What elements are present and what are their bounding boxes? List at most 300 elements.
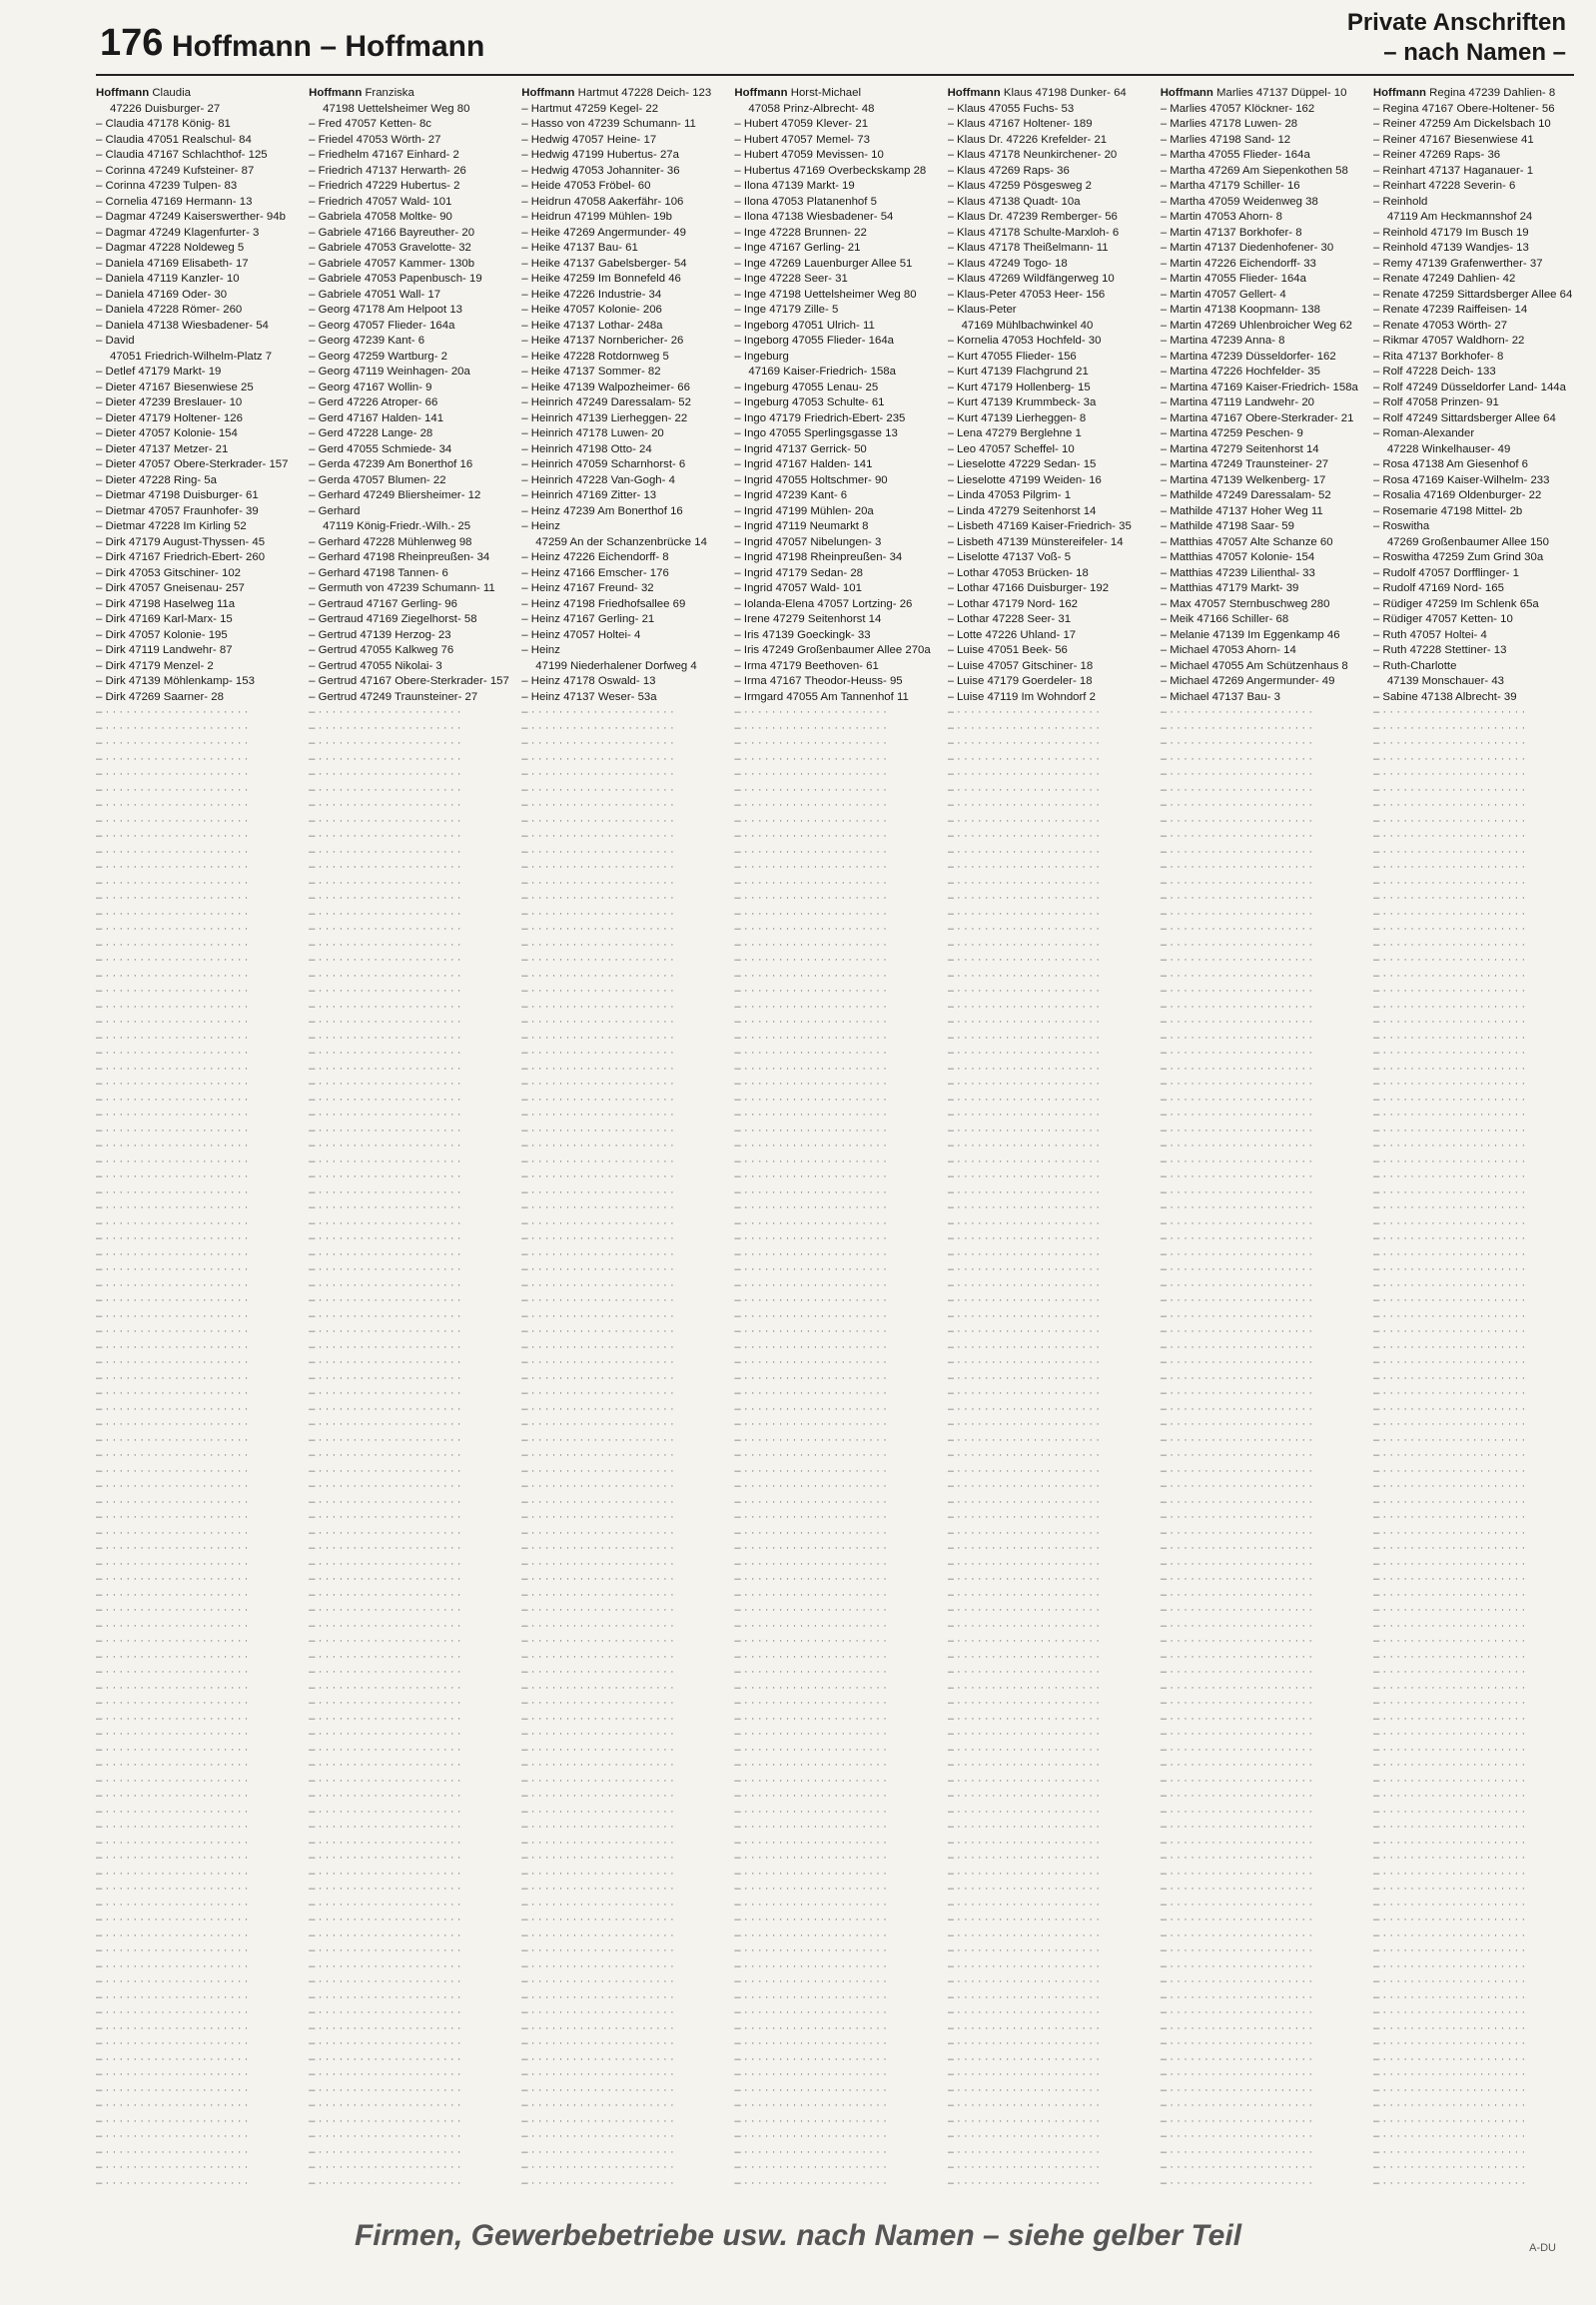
entry-placeholder: – · · · · · · · · · · · · · · · · · · · · · — [947, 969, 1101, 982]
directory-entry — [521, 488, 726, 504]
directory-entry — [521, 550, 726, 566]
entry-placeholder: – · · · · · · · · · · · · · · · · · · · · · — [1160, 1031, 1313, 1044]
directory-column-6 — [1161, 86, 1365, 2191]
entry-placeholder: – · · · · · · · · · · · · · · · · · · · · · — [309, 1650, 461, 1663]
entry-placeholder: – · · · · · · · · · · · · · · · · · · · · · — [309, 1712, 461, 1725]
entry-text: – Heinz 47167 Gerling- 21 — [521, 613, 655, 625]
entry-placeholder: – · · · · · · · · · · · · · · · · · · · · · — [1372, 1387, 1526, 1399]
entry-placeholder: – · · · · · · · · · · · · · · · · · · · · · — [734, 969, 887, 982]
entry-text: – Kornelia 47053 Hochfeld- 30 — [947, 335, 1102, 347]
entry-placeholder: – · · · · · · · · · · · · · · · · · · · · · — [947, 1588, 1101, 1601]
entry-text: – Martina 47226 Hochfelder- 35 — [1160, 366, 1320, 378]
entry-placeholder: – · · · · · · · · · · · · · · · · · · · · · — [734, 2176, 887, 2189]
entry-placeholder: – · · · · · · · · · · · · · · · · · · · · · — [1372, 1712, 1526, 1725]
entry-placeholder: – · · · · · · · · · · · · · · · · · · · · · — [309, 1387, 461, 1399]
entry-placeholder: – · · · · · · · · · · · · · · · · · · · · · — [96, 706, 249, 718]
entry-text: – Iris 47249 Großenbaumer Allee 270a — [734, 644, 931, 656]
entry-placeholder: – · · · · · · · · · · · · · · · · · · · · · — [734, 830, 887, 842]
directory-entry — [96, 612, 301, 628]
entry-placeholder: – · · · · · · · · · · · · · · · · · · · · · — [1372, 1511, 1526, 1523]
entry-placeholder: – · · · · · · · · · · · · · · · · · · · · · — [96, 1526, 249, 1539]
entry-text: – Friedrich 47229 Hubertus- 2 — [309, 180, 460, 192]
entry-text: – Daniela 47228 Römer- 260 — [96, 304, 243, 316]
entry-placeholder: – · · · · · · · · · · · · · · · · · · · · · — [734, 892, 887, 904]
entry-placeholder: – · · · · · · · · · · · · · · · · · · · · · — [309, 1047, 461, 1059]
entry-placeholder: – · · · · · · · · · · · · · · · · · · · · · — [1160, 845, 1313, 858]
directory-entry — [309, 319, 513, 335]
entry-text: – Dirk 47269 Saarner- 28 — [96, 690, 224, 703]
entry-placeholder: – · · · · · · · · · · · · · · · · · · · · · — [521, 1140, 674, 1152]
entry-text: – Heike 47137 Lothar- 248a — [521, 319, 663, 332]
entry-placeholder: – · · · · · · · · · · · · · · · · · · · · · — [96, 1681, 249, 1694]
entry-text: – Ingrid 47057 Nibelungen- 3 — [734, 535, 882, 548]
directory-entry — [1373, 303, 1578, 319]
entry-placeholder: – · · · · · · · · · · · · · · · · · · · · · — [1160, 1464, 1313, 1477]
entry-text: – Heinrich 47249 Daressalam- 52 — [521, 396, 691, 408]
entry-placeholder: – · · · · · · · · · · · · · · · · · · · · · — [96, 2068, 249, 2080]
directory-entry — [734, 550, 939, 566]
entry-placeholder: – · · · · · · · · · · · · · · · · · · · · · — [96, 1371, 249, 1384]
entry-placeholder: – · · · · · · · · · · · · · · · · · · · · · — [1372, 2006, 1526, 2018]
entry-placeholder: – · · · · · · · · · · · · · · · · · · · · · — [309, 1402, 461, 1415]
entry-placeholder: – · · · · · · · · · · · · · · · · · · · · · — [96, 1619, 249, 1632]
entry-placeholder: – · · · · · · · · · · · · · · · · · · · · · — [734, 845, 887, 858]
entry-placeholder: – · · · · · · · · · · · · · · · · · · · · · — [521, 799, 674, 811]
entry-text: – Heinrich 47228 Van-Gogh- 4 — [521, 473, 675, 486]
entry-placeholder: – · · · · · · · · · · · · · · · · · · · · · — [1372, 1805, 1526, 1818]
entry-text: 47051 Friedrich-Wilhelm-Platz 7 — [110, 350, 273, 363]
directory-entry — [1373, 179, 1578, 195]
entry-placeholder: – · · · · · · · · · · · · · · · · · · · · · — [521, 1836, 674, 1849]
entry-placeholder: – · · · · · · · · · · · · · · · · · · · · · — [96, 969, 249, 982]
entry-placeholder: – · · · · · · · · · · · · · · · · · · · · · — [521, 1294, 674, 1306]
entry-text: – Martin 47057 Gellert- 4 — [1160, 288, 1286, 301]
directory-entry — [1161, 628, 1365, 644]
entry-text: – Inge 47179 Zille- 5 — [734, 304, 839, 316]
entry-placeholder: – · · · · · · · · · · · · · · · · · · · · · — [1372, 1480, 1526, 1492]
entry-placeholder: – · · · · · · · · · · · · · · · · · · · · · — [96, 1928, 249, 1941]
directory-entry — [948, 195, 1153, 211]
directory-entry — [948, 628, 1153, 644]
entry-placeholder: – · · · · · · · · · · · · · · · · · · · · · — [309, 2052, 461, 2065]
directory-entry — [1161, 303, 1365, 319]
directory-entry — [309, 381, 513, 396]
directory-entry — [1161, 365, 1365, 381]
entry-placeholder: – · · · · · · · · · · · · · · · · · · · · · — [947, 2083, 1101, 2096]
entry-placeholder: – · · · · · · · · · · · · · · · · · · · · · — [309, 1247, 461, 1260]
entry-text: – Lena 47279 Berglehne 1 — [947, 427, 1082, 439]
entry-placeholder: – · · · · · · · · · · · · · · · · · · · · · — [1160, 783, 1313, 796]
directory-entry — [521, 690, 726, 706]
entry-placeholder: – · · · · · · · · · · · · · · · · · · · · · — [1160, 1852, 1313, 1864]
directory-entry — [734, 272, 939, 288]
entry-text: – Michael 47053 Ahorn- 14 — [1160, 644, 1296, 656]
directory-entry — [1373, 86, 1578, 102]
header-divider — [96, 74, 1574, 76]
entry-placeholder: – · · · · · · · · · · · · · · · · · · · · · — [309, 1759, 461, 1771]
entry-placeholder: – · · · · · · · · · · · · · · · · · · · · · — [1372, 1433, 1526, 1446]
directory-entry — [734, 473, 939, 489]
entry-placeholder: – · · · · · · · · · · · · · · · · · · · · · — [521, 2068, 674, 2080]
entry-placeholder: – · · · · · · · · · · · · · · · · · · · · · — [947, 737, 1101, 749]
entry-text: – Daniela 47169 Oder- 30 — [96, 288, 228, 301]
entry-placeholder: – · · · · · · · · · · · · · · · · · · · · · — [1372, 1883, 1526, 1895]
entry-placeholder: – · · · · · · · · · · · · · · · · · · · · · — [1160, 1681, 1313, 1694]
entry-placeholder: – · · · · · · · · · · · · · · · · · · · · · — [947, 768, 1101, 780]
entry-text: – Reiner 47167 Biesenwiese 41 — [1372, 133, 1534, 146]
entry-placeholder: – · · · · · · · · · · · · · · · · · · · · · — [1160, 1062, 1313, 1075]
entry-placeholder: – · · · · · · · · · · · · · · · · · · · · · — [96, 985, 249, 997]
entry-text: – Klaus 47178 Theißelmann- 11 — [947, 242, 1109, 254]
entry-placeholder: – · · · · · · · · · · · · · · · · · · · · · — [96, 2176, 249, 2189]
entry-placeholder: – · · · · · · · · · · · · · · · · · · · · · — [309, 1898, 461, 1911]
directory-entry — [1161, 117, 1365, 133]
entry-placeholder: – · · · · · · · · · · · · · · · · · · · · · — [1160, 1914, 1313, 1925]
entry-text: – Reinhold — [1372, 195, 1428, 208]
entry-placeholder: – · · · · · · · · · · · · · · · · · · · · · — [309, 1959, 461, 1972]
entry-placeholder: – · · · · · · · · · · · · · · · · · · · · · — [521, 1325, 674, 1337]
entry-text: – Dirk 47057 Kolonie- 195 — [96, 628, 228, 641]
entry-text: – Friedhelm 47167 Einhard- 2 — [309, 149, 459, 161]
directory-entry — [96, 504, 301, 520]
entry-surname: Hoffmann — [96, 87, 150, 99]
entry-placeholder: – · · · · · · · · · · · · · · · · · · · · · — [309, 1201, 461, 1213]
entry-placeholder: – · · · · · · · · · · · · · · · · · · · · · — [947, 783, 1101, 796]
entry-placeholder: – · · · · · · · · · · · · · · · · · · · · · — [1372, 2145, 1526, 2158]
entry-placeholder: – · · · · · · · · · · · · · · · · · · · · · — [1372, 1402, 1526, 1415]
entry-placeholder: – · · · · · · · · · · · · · · · · · · · · · — [309, 1588, 461, 1601]
entry-text: – Meik 47166 Schiller- 68 — [1160, 613, 1289, 625]
directory-entry — [1161, 334, 1365, 350]
entry-placeholder: – · · · · · · · · · · · · · · · · · · · · · — [96, 1588, 249, 1601]
entry-placeholder: – · · · · · · · · · · · · · · · · · · · · · — [309, 752, 461, 765]
entry-placeholder: – · · · · · · · · · · · · · · · · · · · · · — [947, 1185, 1101, 1198]
entry-placeholder: – · · · · · · · · · · · · · · · · · · · · · — [309, 1928, 461, 1941]
directory-entry — [1161, 210, 1365, 226]
entry-placeholder: – · · · · · · · · · · · · · · · · · · · · · — [734, 1325, 887, 1337]
entry-text: – Heinz — [521, 520, 560, 532]
entry-placeholder: – · · · · · · · · · · · · · · · · · · · · · — [734, 1278, 887, 1291]
entry-placeholder: – · · · · · · · · · · · · · · · · · · · · · — [309, 1990, 461, 2003]
directory-entry — [309, 148, 513, 164]
entry-text: – Gerhard 47228 Mühlenweg 98 — [309, 535, 472, 548]
entry-placeholder: – · · · · · · · · · · · · · · · · · · · · · — [734, 2037, 887, 2049]
directory-entry — [1161, 179, 1365, 195]
directory-entry — [1373, 643, 1578, 659]
entry-placeholder: – · · · · · · · · · · · · · · · · · · · · · — [734, 861, 887, 873]
entry-placeholder: – · · · · · · · · · · · · · · · · · · · · · — [947, 1867, 1101, 1880]
entry-placeholder: – · · · · · · · · · · · · · · · · · · · · · — [521, 1959, 674, 1972]
entry-placeholder: – · · · · · · · · · · · · · · · · · · · · · — [521, 737, 674, 749]
entry-placeholder: – · · · · · · · · · · · · · · · · · · · · · — [734, 1774, 887, 1787]
entry-text: – Rudolf 47169 Nord- 165 — [1372, 582, 1504, 594]
entry-placeholder: – · · · · · · · · · · · · · · · · · · · · · — [309, 1016, 461, 1028]
directory-entry — [521, 164, 726, 180]
entry-text: – Linda 47279 Seitenhorst 14 — [947, 504, 1097, 517]
entry-text: – Heinz 47198 Friedhofsallee 69 — [521, 597, 686, 610]
entry-placeholder: – · · · · · · · · · · · · · · · · · · · · · — [947, 2114, 1101, 2127]
entry-text: – Marlies 47178 Luwen- 28 — [1160, 118, 1298, 130]
entry-placeholder: – · · · · · · · · · · · · · · · · · · · · · — [309, 1093, 461, 1106]
directory-entry — [521, 272, 726, 288]
entry-placeholder: – · · · · · · · · · · · · · · · · · · · · · — [1372, 2130, 1526, 2142]
entry-placeholder: – · · · · · · · · · · · · · · · · · · · · · — [96, 1635, 249, 1647]
entry-text: – Gabriele 47053 Gravelotte- 32 — [309, 242, 471, 254]
directory-entry — [1373, 612, 1578, 628]
directory-entry — [734, 365, 939, 381]
directory-entry — [309, 488, 513, 504]
directory-entry — [948, 612, 1153, 628]
entry-placeholder: – · · · · · · · · · · · · · · · · · · · · · — [734, 1681, 887, 1694]
entry-text: – Ingrid 47057 Wald- 101 — [734, 582, 862, 594]
footer-code: A-DU — [1529, 2242, 1556, 2254]
entry-placeholder: – · · · · · · · · · · · · · · · · · · · · · — [1372, 1247, 1526, 1260]
entry-placeholder: – · · · · · · · · · · · · · · · · · · · · · — [734, 1604, 887, 1616]
entry-placeholder: – · · · · · · · · · · · · · · · · · · · · · — [947, 1635, 1101, 1647]
entry-text: – Lothar 47166 Duisburger- 192 — [947, 582, 1110, 594]
entry-placeholder: – · · · · · · · · · · · · · · · · · · · · · — [309, 923, 461, 935]
entry-text: – Michael 47137 Bau- 3 — [1160, 690, 1281, 703]
entry-text: – Klaus 47259 Pösgesweg 2 — [947, 180, 1092, 192]
entry-placeholder: – · · · · · · · · · · · · · · · · · · · · · — [1160, 1805, 1313, 1818]
entry-text: – Luise 47179 Goerdeler- 18 — [947, 675, 1093, 687]
directory-entry — [948, 597, 1153, 613]
directory-entry — [948, 535, 1153, 551]
entry-placeholder: – · · · · · · · · · · · · · · · · · · · · · — [1160, 1356, 1313, 1368]
entry-text: – Luise 47057 Gitschiner- 18 — [947, 659, 1094, 672]
entry-placeholder: – · · · · · · · · · · · · · · · · · · · · · — [1160, 1124, 1313, 1137]
entry-placeholder: – · · · · · · · · · · · · · · · · · · · · · — [96, 1387, 249, 1399]
entry-placeholder: – · · · · · · · · · · · · · · · · · · · · · — [309, 1109, 461, 1121]
entry-placeholder: – · · · · · · · · · · · · · · · · · · · · · — [521, 1619, 674, 1632]
entry-placeholder: – · · · · · · · · · · · · · · · · · · · · · — [1372, 768, 1526, 780]
entry-text: – Claudia 47178 König- 81 — [96, 118, 231, 130]
entry-placeholder: – · · · · · · · · · · · · · · · · · · · · · — [1160, 1542, 1313, 1554]
entry-placeholder: – · · · · · · · · · · · · · · · · · · · · · — [1372, 1278, 1526, 1291]
entry-placeholder: – · · · · · · · · · · · · · · · · · · · · · — [734, 706, 887, 718]
directory-entry — [948, 334, 1153, 350]
entry-placeholder: – · · · · · · · · · · · · · · · · · · · · · — [947, 830, 1101, 842]
entry-placeholder: – · · · · · · · · · · · · · · · · · · · · · — [309, 830, 461, 842]
entry-text: – Inge 47228 Seer- 31 — [734, 273, 848, 285]
directory-entry — [96, 457, 301, 473]
entry-placeholder: – · · · · · · · · · · · · · · · · · · · · · — [1160, 1000, 1313, 1013]
entry-text: – Gerda 47057 Blumen- 22 — [309, 473, 446, 486]
entry-placeholder: – · · · · · · · · · · · · · · · · · · · · · — [734, 876, 887, 889]
directory-entry — [948, 442, 1153, 458]
directory-entry — [1161, 457, 1365, 473]
entry-placeholder: – · · · · · · · · · · · · · · · · · · · · · — [309, 1604, 461, 1616]
entry-text: – Renate 47249 Dahlien- 42 — [1372, 273, 1516, 285]
entry-placeholder: – · · · · · · · · · · · · · · · · · · · · · — [309, 2176, 461, 2189]
entry-placeholder: – · · · · · · · · · · · · · · · · · · · · · — [734, 2114, 887, 2127]
entry-placeholder: – · · · · · · · · · · · · · · · · · · · · · — [309, 1449, 461, 1461]
entry-placeholder: – · · · · · · · · · · · · · · · · · · · · · — [1372, 876, 1526, 889]
directory-entry — [96, 179, 301, 195]
entry-placeholder: – · · · · · · · · · · · · · · · · · · · · · — [96, 1759, 249, 1771]
entry-placeholder: – · · · · · · · · · · · · · · · · · · · · · — [1372, 1914, 1526, 1925]
entry-placeholder: – · · · · · · · · · · · · · · · · · · · · · — [521, 1743, 674, 1756]
entry-placeholder: – · · · · · · · · · · · · · · · · · · · · · — [1372, 2176, 1526, 2189]
entry-placeholder: – · · · · · · · · · · · · · · · · · · · · · — [1160, 1433, 1313, 1446]
entry-text: – Ingrid 47239 Kant- 6 — [734, 489, 848, 501]
entry-text: 47058 Prinz-Albrecht- 48 — [748, 102, 875, 115]
directory-entry — [1373, 226, 1578, 242]
entry-text: – Martina 47139 Welkenberg- 17 — [1160, 473, 1326, 486]
directory-entry — [734, 179, 939, 195]
entry-placeholder: – · · · · · · · · · · · · · · · · · · · · · — [734, 1759, 887, 1771]
entry-placeholder: – · · · · · · · · · · · · · · · · · · · · · — [309, 2130, 461, 2142]
entry-placeholder: – · · · · · · · · · · · · · · · · · · · · · — [1372, 1031, 1526, 1044]
directory-entry — [1161, 133, 1365, 149]
entry-placeholder: – · · · · · · · · · · · · · · · · · · · · · — [96, 1031, 249, 1044]
directory-entry — [948, 488, 1153, 504]
directory-entry — [96, 148, 301, 164]
entry-placeholder: – · · · · · · · · · · · · · · · · · · · · · — [521, 1000, 674, 1013]
directory-entry — [309, 550, 513, 566]
entry-surname: Hoffmann — [1160, 87, 1213, 99]
entry-placeholder: – · · · · · · · · · · · · · · · · · · · · · — [1160, 1697, 1313, 1709]
entry-text: – Claudia 47167 Schlachthof- 125 — [96, 149, 268, 161]
entry-placeholder: – · · · · · · · · · · · · · · · · · · · · · — [1160, 1790, 1313, 1802]
entry-text: – Rolf 47249 Düsseldorfer Land- 144a — [1372, 381, 1566, 393]
entry-placeholder: – · · · · · · · · · · · · · · · · · · · · · — [521, 814, 674, 827]
entry-placeholder: – · · · · · · · · · · · · · · · · · · · · · — [96, 1666, 249, 1678]
directory-entry — [734, 303, 939, 319]
entry-placeholder: – · · · · · · · · · · · · · · · · · · · · · — [734, 1805, 887, 1818]
entry-text: – Martha 47269 Am Siepenkothen 58 — [1160, 164, 1348, 177]
entry-placeholder: – · · · · · · · · · · · · · · · · · · · · · — [1160, 1821, 1313, 1833]
entry-text: – Renate 47259 Sittardsberger Allee 64 — [1372, 288, 1573, 301]
entry-placeholder: – · · · · · · · · · · · · · · · · · · · · · — [1160, 2021, 1313, 2034]
entry-placeholder: – · · · · · · · · · · · · · · · · · · · · · — [734, 737, 887, 749]
entry-text: – Daniela 47138 Wiesbadener- 54 — [96, 319, 269, 332]
entry-placeholder: – · · · · · · · · · · · · · · · · · · · · · — [96, 1883, 249, 1895]
entry-placeholder: – · · · · · · · · · · · · · · · · · · · · · — [521, 1247, 674, 1260]
entry-placeholder: – · · · · · · · · · · · · · · · · · · · · · — [96, 2114, 249, 2127]
entry-text: 47169 Mühlbachwinkel 40 — [961, 319, 1094, 332]
entry-placeholder: – · · · · · · · · · · · · · · · · · · · · · — [1160, 2161, 1313, 2173]
entry-placeholder: – · · · · · · · · · · · · · · · · · · · · · — [947, 1836, 1101, 1849]
entry-placeholder: – · · · · · · · · · · · · · · · · · · · · · — [734, 1573, 887, 1585]
entry-placeholder: – · · · · · · · · · · · · · · · · · · · · · — [521, 706, 674, 718]
entry-placeholder: – · · · · · · · · · · · · · · · · · · · · · — [1372, 985, 1526, 997]
entry-placeholder: – · · · · · · · · · · · · · · · · · · · · · — [734, 2099, 887, 2111]
entry-placeholder: – · · · · · · · · · · · · · · · · · · · · · — [947, 1666, 1101, 1678]
entry-placeholder: – · · · · · · · · · · · · · · · · · · · · · — [947, 1093, 1101, 1106]
entry-placeholder: – · · · · · · · · · · · · · · · · · · · · · — [309, 721, 461, 734]
entry-placeholder: – · · · · · · · · · · · · · · · · · · · · · — [734, 1402, 887, 1415]
directory-entry — [734, 164, 939, 180]
directory-entry — [96, 102, 301, 118]
entry-placeholder: – · · · · · · · · · · · · · · · · · · · · · — [734, 1263, 887, 1275]
directory-entry — [948, 288, 1153, 304]
directory-entry — [309, 473, 513, 489]
entry-placeholder: – · · · · · · · · · · · · · · · · · · · · · — [309, 907, 461, 920]
entry-placeholder: – · · · · · · · · · · · · · · · · · · · · · — [96, 1356, 249, 1368]
directory-entry — [1373, 334, 1578, 350]
entry-placeholder: – · · · · · · · · · · · · · · · · · · · · · — [96, 1712, 249, 1725]
entry-placeholder: – · · · · · · · · · · · · · · · · · · · · · — [734, 1619, 887, 1632]
entry-placeholder: – · · · · · · · · · · · · · · · · · · · · · — [521, 923, 674, 935]
entry-placeholder: – · · · · · · · · · · · · · · · · · · · · · — [947, 1000, 1101, 1013]
entry-text: – Rita 47137 Borkhofer- 8 — [1372, 350, 1504, 363]
entry-placeholder: – · · · · · · · · · · · · · · · · · · · · · — [521, 1867, 674, 1880]
entry-text: – Heinrich 47169 Zitter- 13 — [521, 489, 657, 501]
entry-placeholder: – · · · · · · · · · · · · · · · · · · · · · — [521, 954, 674, 966]
directory-entry — [521, 195, 726, 211]
entry-placeholder: – · · · · · · · · · · · · · · · · · · · · · — [309, 1078, 461, 1090]
entry-placeholder: – · · · · · · · · · · · · · · · · · · · · · — [1372, 1140, 1526, 1152]
entry-placeholder: – · · · · · · · · · · · · · · · · · · · · · — [947, 1805, 1101, 1818]
entry-text: – Heinrich 47059 Scharnhorst- 6 — [521, 458, 686, 470]
entry-text: – Mathilde 47249 Daressalam- 52 — [1160, 489, 1331, 501]
entry-text: – Heinz — [521, 644, 560, 656]
entry-placeholder: – · · · · · · · · · · · · · · · · · · · · · — [947, 1232, 1101, 1244]
directory-entry — [1161, 148, 1365, 164]
entry-text: – Heide 47053 Fröbel- 60 — [521, 180, 651, 192]
entry-placeholder: – · · · · · · · · · · · · · · · · · · · · · — [947, 1449, 1101, 1461]
entry-placeholder: – · · · · · · · · · · · · · · · · · · · · · — [1160, 1480, 1313, 1492]
entry-text: – Dagmar 47249 Kaiserswerther- 94b — [96, 211, 286, 223]
entry-placeholder: – · · · · · · · · · · · · · · · · · · · · · — [309, 892, 461, 904]
entry-placeholder: – · · · · · · · · · · · · · · · · · · · · · — [521, 1759, 674, 1771]
entry-text: – Dirk 47179 August-Thyssen- 45 — [96, 535, 266, 548]
directory-entry — [948, 86, 1153, 102]
directory-entry — [1161, 690, 1365, 706]
entry-placeholder: – · · · · · · · · · · · · · · · · · · · · · — [734, 2006, 887, 2018]
entry-placeholder: – · · · · · · · · · · · · · · · · · · · · · — [1160, 2099, 1313, 2111]
entry-placeholder: – · · · · · · · · · · · · · · · · · · · · · — [96, 892, 249, 904]
directory-entry — [1373, 288, 1578, 304]
entry-placeholder: – · · · · · · · · · · · · · · · · · · · · · — [1372, 1898, 1526, 1911]
directory-entry — [1161, 550, 1365, 566]
entry-placeholder: – · · · · · · · · · · · · · · · · · · · · · — [309, 876, 461, 889]
entry-placeholder: – · · · · · · · · · · · · · · · · · · · · · — [1160, 1402, 1313, 1415]
entry-text: – Gerhard 47198 Tannen- 6 — [309, 566, 448, 579]
entry-placeholder: – · · · · · · · · · · · · · · · · · · · · · — [947, 1247, 1101, 1260]
directory-entry — [1161, 288, 1365, 304]
entry-placeholder: – · · · · · · · · · · · · · · · · · · · · · — [96, 1697, 249, 1709]
entry-placeholder: – · · · · · · · · · · · · · · · · · · · · · — [96, 752, 249, 765]
entry-placeholder: – · · · · · · · · · · · · · · · · · · · · · — [947, 1619, 1101, 1632]
entry-placeholder: – · · · · · · · · · · · · · · · · · · · · · — [1160, 2176, 1313, 2189]
entry-placeholder: – · · · · · · · · · · · · · · · · · · · · · — [734, 1062, 887, 1075]
entry-placeholder: – · · · · · · · · · · · · · · · · · · · · · — [1160, 1944, 1313, 1956]
entry-placeholder: – · · · · · · · · · · · · · · · · · · · · · — [1160, 737, 1313, 749]
entry-text: – Daniela 47119 Kanzler- 10 — [96, 273, 240, 285]
entry-placeholder: – · · · · · · · · · · · · · · · · · · · · · — [309, 2037, 461, 2049]
entry-placeholder: – · · · · · · · · · · · · · · · · · · · · · — [1372, 1821, 1526, 1833]
entry-placeholder: – · · · · · · · · · · · · · · · · · · · · · — [309, 1433, 461, 1446]
entry-placeholder: – · · · · · · · · · · · · · · · · · · · · · — [1372, 1000, 1526, 1013]
entry-text: – Renate 47053 Wörth- 27 — [1372, 319, 1508, 332]
entry-placeholder: – · · · · · · · · · · · · · · · · · · · · · — [96, 876, 249, 889]
entry-placeholder: – · · · · · · · · · · · · · · · · · · · · · — [521, 1774, 674, 1787]
entry-placeholder: – · · · · · · · · · · · · · · · · · · · · · — [521, 2099, 674, 2111]
directory-entry — [1161, 659, 1365, 675]
entry-text: – Irma 47167 Theodor-Heuss- 95 — [734, 675, 903, 687]
directory-entry — [1373, 411, 1578, 427]
directory-entry — [96, 674, 301, 690]
directory-entry — [309, 86, 513, 102]
entry-placeholder: – · · · · · · · · · · · · · · · · · · · · · — [947, 706, 1101, 718]
entry-text: – Dirk 47057 Gneisenau- 257 — [96, 582, 245, 594]
directory-entry — [96, 319, 301, 335]
entry-placeholder: – · · · · · · · · · · · · · · · · · · · · · — [734, 1790, 887, 1802]
entry-placeholder: – · · · · · · · · · · · · · · · · · · · · · — [96, 1247, 249, 1260]
entry-text: – Iris 47139 Goeckingk- 33 — [734, 628, 871, 641]
